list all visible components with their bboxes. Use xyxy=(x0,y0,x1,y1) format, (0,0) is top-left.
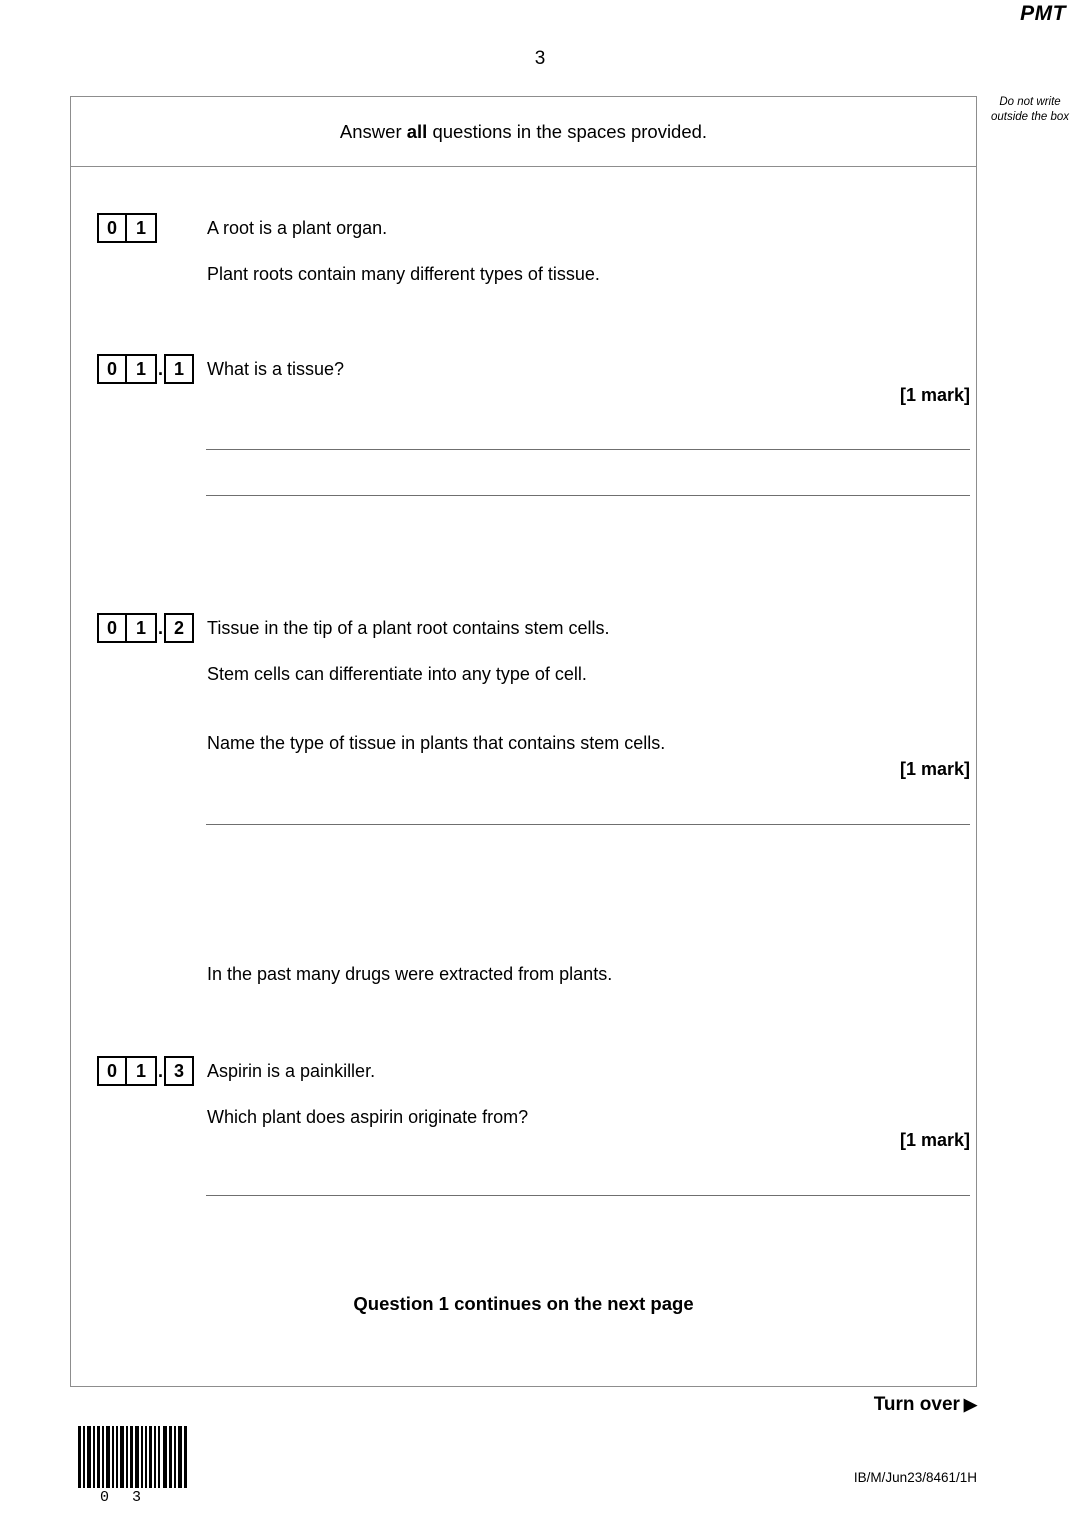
page-number: 3 xyxy=(534,48,546,69)
question-number-01-1 xyxy=(97,354,194,384)
question-01-1-text: What is a tissue? xyxy=(207,359,345,379)
question-digit-1: 1 xyxy=(127,213,157,243)
answer-line-01-3-a[interactable] xyxy=(206,1195,970,1196)
barcode-block xyxy=(78,1426,188,1506)
question-01-2-marks: [1 mark] xyxy=(899,759,970,779)
instruction-suffix: questions in the spaces provided. xyxy=(427,120,708,142)
question-01-2-line-2: Stem cells can differentiate into any type of cell. xyxy=(207,664,587,684)
question-01-3-line-2: Which plant does aspirin originate from? xyxy=(207,1107,529,1127)
turn-over-label: Turn over xyxy=(873,1394,960,1415)
exam-answer-box xyxy=(70,96,977,1387)
question-digit-1: 1 xyxy=(127,613,157,643)
answer-line-01-1-b[interactable] xyxy=(206,495,970,496)
turn-over-notice xyxy=(760,1394,977,1416)
instruction-band xyxy=(71,97,976,167)
question-subdigit-1: 1 xyxy=(164,354,194,384)
question-digit-1: 1 xyxy=(127,1056,157,1086)
answer-line-01-2-a[interactable] xyxy=(206,824,970,825)
instruction-prefix: Answer xyxy=(339,120,407,142)
pmt-watermark: PMT xyxy=(1020,2,1066,25)
question-01-1-marks: [1 mark] xyxy=(899,385,970,405)
question-01-2-line-1: Tissue in the tip of a plant root contains stem cells. xyxy=(207,618,610,638)
barcode-image xyxy=(78,1426,188,1488)
question-subdigit-2: 2 xyxy=(164,613,194,643)
interlude-text: In the past many drugs were extracted from plants. xyxy=(207,964,613,984)
question-number-separator: . xyxy=(157,359,163,379)
question-01-3-line-1: Aspirin is a painkiller. xyxy=(207,1061,376,1081)
question-number-separator: . xyxy=(157,618,163,638)
question-digit-0: 0 xyxy=(97,354,127,384)
question-continues-notice: Question 1 continues on the next page xyxy=(353,1293,694,1314)
question-digit-0: 0 xyxy=(97,213,127,243)
question-digit-0: 0 xyxy=(97,1056,127,1086)
document-reference: IB/M/Jun23/8461/1H xyxy=(853,1470,977,1485)
barcode-label: 0 3 xyxy=(100,1489,149,1506)
question-digit-0: 0 xyxy=(97,613,127,643)
instruction-text xyxy=(340,121,707,143)
question-subdigit-3: 3 xyxy=(164,1056,194,1086)
instruction-emphasis: all xyxy=(406,120,428,142)
question-digit-1: 1 xyxy=(127,354,157,384)
do-not-write-outside-box-note: Do not write outside the box xyxy=(990,96,1069,124)
question-01-3-marks: [1 mark] xyxy=(899,1130,970,1150)
turn-over-arrow-icon: ▶ xyxy=(963,1395,977,1414)
answer-line-01-1-a[interactable] xyxy=(206,449,970,450)
question-01-line-1: A root is a plant organ. xyxy=(207,218,388,238)
question-number-separator: . xyxy=(157,1061,163,1081)
question-number-01-2 xyxy=(97,613,194,643)
question-number-01 xyxy=(97,213,157,243)
question-number-01-3 xyxy=(97,1056,194,1086)
question-01-2-line-3: Name the type of tissue in plants that contains stem cells. xyxy=(207,733,666,753)
question-01-line-2: Plant roots contain many different types of tissue. xyxy=(207,264,600,284)
